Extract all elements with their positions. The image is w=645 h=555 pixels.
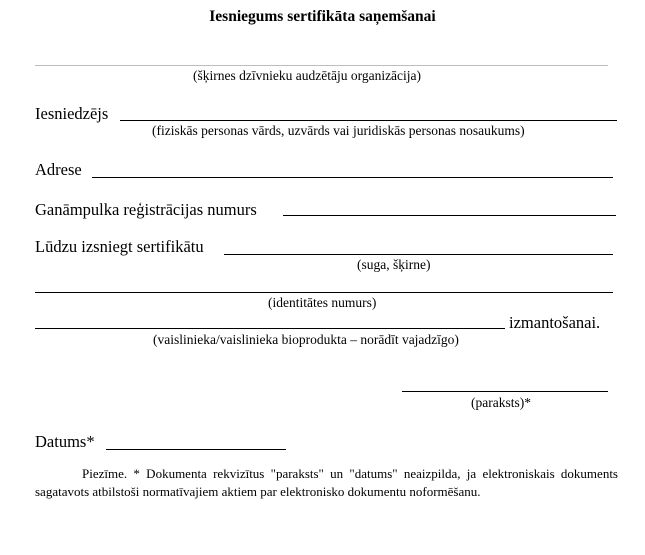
applicant-label: Iesniedzējs	[35, 104, 109, 123]
species-field[interactable]	[224, 254, 613, 255]
date-label: Datums*	[35, 432, 95, 451]
organization-line[interactable]	[35, 65, 608, 66]
usage-caption: (vaislinieka/vaislinieka bioprodukta – norādīt vajadzīgo)	[153, 332, 459, 347]
identity-caption: (identitātes numurs)	[268, 295, 377, 310]
address-field[interactable]	[92, 177, 613, 178]
applicant-field[interactable]	[120, 120, 617, 121]
herd-registration-label: Ganāmpulka reģistrācijas numurs	[35, 200, 257, 219]
page-title: Iesniegums sertifikāta saņemšanai	[209, 8, 436, 25]
signature-caption: (paraksts)*	[471, 395, 531, 410]
usage-field[interactable]	[35, 328, 505, 329]
usage-suffix: izmantošanai.	[509, 313, 601, 332]
footnote: Piezīme. * Dokumenta rekvizītus "paraksts" un "datums" neaizpilda, ja elektroniskais dokuments sagatavots atbilstoši normatīvajiem aktiem par elektronisko dokumentu noformēšanu.	[35, 466, 618, 499]
species-caption: (suga, šķirne)	[357, 257, 431, 272]
date-field[interactable]	[106, 449, 286, 450]
applicant-caption: (fiziskās personas vārds, uzvārds vai juridiskās personas nosaukums)	[152, 123, 525, 138]
organization-caption: (šķirnes dzīvnieku audzētāju organizācija)	[193, 68, 422, 83]
request-label: Lūdzu izsniegt sertifikātu	[35, 237, 204, 256]
address-label: Adrese	[35, 160, 82, 179]
herd-registration-field[interactable]	[283, 215, 616, 216]
identity-field[interactable]	[35, 292, 613, 293]
signature-field[interactable]	[402, 391, 608, 392]
